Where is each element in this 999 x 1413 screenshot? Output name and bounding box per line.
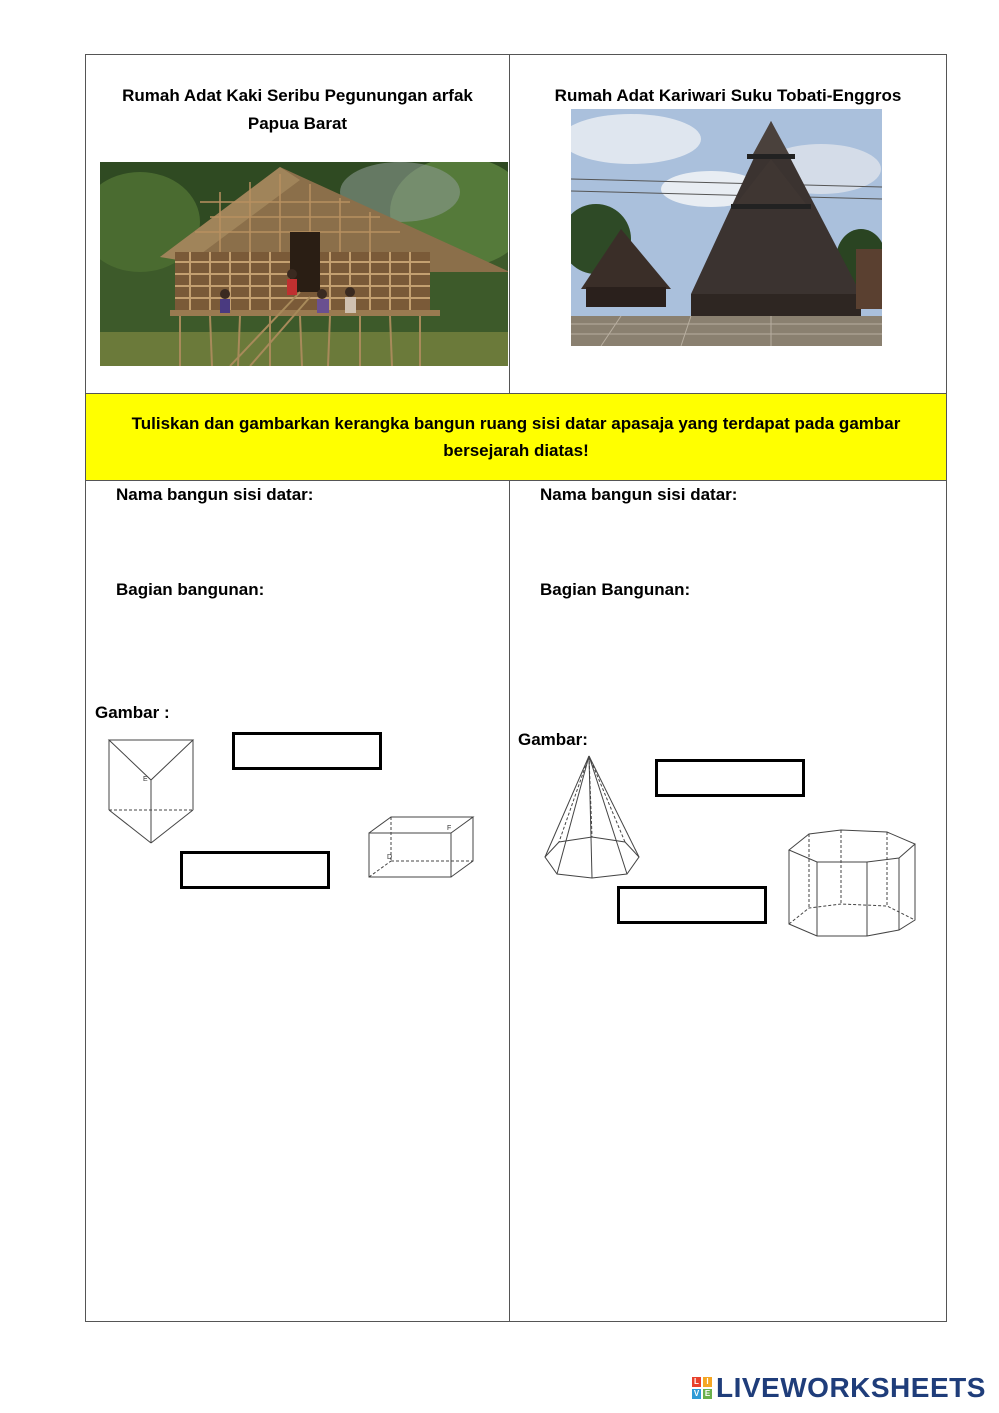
right-house-title: Rumah Adat Kariwari Suku Tobati-Enggros: [554, 86, 902, 105]
right-answer-box-2[interactable]: [617, 886, 767, 924]
instruction-text: Tuliskan dan gambarkan kerangka bangun ruang sisi datar apasaja yang terdapat pada gambar bersejarah diatas!: [131, 414, 901, 460]
right-drawing-label: Gambar:: [518, 730, 588, 749]
cuboid-drawing: [365, 815, 480, 883]
column-divider-top: [509, 55, 510, 393]
left-building-parts-label: Bagian bangunan:: [116, 580, 265, 599]
left-answer-box-1[interactable]: [232, 732, 382, 770]
column-divider-bottom: [509, 481, 510, 1321]
logo-grid-icon: L I V E: [693, 1377, 711, 1398]
prism-vertex-e: E: [143, 776, 148, 783]
octagonal-prism-drawing: [783, 826, 920, 941]
left-shape-name-label: Nama bangun sisi datar:: [116, 485, 314, 504]
left-drawing-label: Gambar :: [95, 703, 170, 722]
right-building-parts-label: Bagian Bangunan:: [540, 580, 691, 599]
right-shape-name-label: Nama bangun sisi datar:: [540, 485, 738, 504]
cuboid-vertex-f: F: [447, 825, 452, 832]
kariwari-house-photo: [571, 109, 882, 346]
octagonal-pyramid-drawing: [537, 752, 647, 882]
left-house-title: Rumah Adat Kaki Seribu Pegunungan arfak Papua Barat: [122, 86, 473, 133]
right-answer-box-1[interactable]: [655, 759, 805, 797]
kaki-seribu-house-photo: [100, 162, 508, 366]
logo-text: LIVEWORKSHEETS: [716, 1372, 986, 1403]
instruction-banner: [86, 393, 946, 481]
cuboid-vertex-d: D: [387, 854, 393, 861]
liveworksheets-logo: [692, 1372, 986, 1404]
triangular-prism-drawing: [105, 735, 200, 847]
left-answer-box-2[interactable]: [180, 851, 330, 889]
